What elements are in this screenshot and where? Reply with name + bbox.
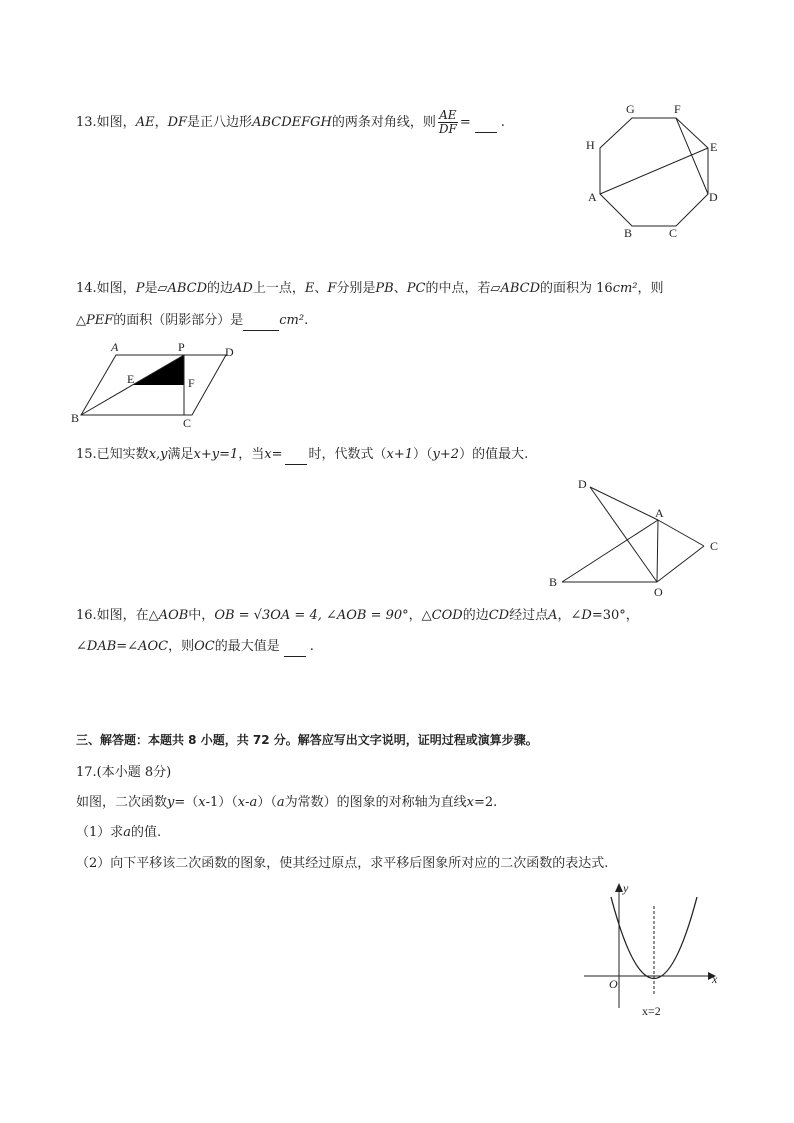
q13-text-c: 的两条对角线，则: [331, 115, 436, 130]
q14-t4: 上一点，: [252, 281, 305, 296]
q14-parallelogram-figure: [66, 338, 251, 433]
q14-var-p: P: [135, 281, 145, 296]
q17-parabola-graph: [580, 878, 730, 1023]
q13-answer-blank[interactable]: [475, 114, 497, 133]
vertex-d: D: [225, 345, 234, 359]
q16-t11: 的最大值是: [214, 639, 280, 654]
y-axis-arrow-icon: [615, 883, 623, 892]
q17-var-a2: a: [276, 795, 285, 810]
q13-prefix: 13.如图，: [76, 115, 136, 130]
q17-p1-t2: 的值.: [131, 825, 162, 840]
q14-t7: 、: [393, 281, 407, 296]
segment-ac: [658, 520, 704, 546]
q14-unit1: cm²: [612, 281, 638, 296]
x-axis-label: x: [712, 972, 718, 986]
q14-t10: ，则: [637, 281, 664, 296]
q16-t8: ∠: [76, 639, 87, 654]
q16-var-dab: DAB: [86, 639, 117, 654]
q13-var-df: DF: [167, 115, 188, 130]
q17-var-a: a: [249, 795, 258, 810]
q13-end: .: [500, 115, 505, 130]
octagon: [600, 118, 708, 226]
q16-var-oc: OC: [194, 639, 215, 654]
q16-t1: 16.如图，在△: [76, 608, 159, 623]
vertex-g: G: [626, 102, 635, 116]
vertex-o: O: [654, 585, 663, 599]
q17-p1-t1: （1）求: [76, 825, 124, 840]
q16-var-aob: AOB: [158, 608, 189, 623]
q16-condition: OB = √3OA = 4, ∠AOB = 90°: [214, 608, 409, 623]
q14-t9: 的面积为 16: [540, 281, 613, 296]
q17-stem: [76, 794, 497, 812]
q14-t3: 的边: [207, 281, 234, 296]
q17-var-y: y: [167, 795, 175, 810]
q16-t12: .: [309, 639, 314, 654]
q14-var-abcd2: ABCD: [500, 281, 540, 296]
q16-t9: =∠: [116, 639, 139, 654]
q14-var-e: E: [304, 281, 315, 296]
vertex-d: D: [709, 190, 718, 204]
vertex-f: F: [188, 376, 195, 390]
q15-text: [76, 446, 528, 465]
q13-polygon-name: ABCDEFGH: [252, 115, 332, 130]
q17-var-x3: x: [466, 795, 474, 810]
vertex-c: C: [710, 539, 719, 553]
vertex-a: A: [655, 506, 664, 520]
q15-expr2: y+2: [432, 447, 460, 462]
q16-var-a: A: [548, 608, 558, 623]
q14-var-pc: PC: [406, 281, 426, 296]
q13-var-ae: AE: [135, 115, 155, 130]
q17-title: 17.(本小题 8分): [76, 765, 172, 780]
q14-var-ad: AD: [233, 281, 253, 296]
q14-var-f: F: [327, 281, 337, 296]
q16-var-cd: CD: [488, 608, 510, 623]
q14-t2: 是▱: [144, 281, 168, 296]
q16-t10: ，则: [168, 639, 195, 654]
q16-t7: =30°，: [591, 608, 639, 623]
q17-t3: -1）（: [205, 795, 238, 810]
origin-label: O: [609, 977, 618, 991]
q17-t1: 如图，二次函数: [76, 795, 168, 810]
segment-do: [590, 487, 657, 582]
q14-answer-blank[interactable]: [243, 312, 279, 331]
q14-t1: 14.如图，: [76, 281, 136, 296]
q17-t5: ）（: [257, 795, 277, 810]
q13-fraction: [438, 109, 458, 136]
q16-line2: [76, 638, 314, 657]
q15-eq: =: [271, 447, 283, 462]
q16-var-d: D: [581, 608, 592, 623]
q16-t6: ，∠: [557, 608, 582, 623]
q15-t4: 时，代数式（: [308, 447, 387, 462]
segment-da: [590, 487, 658, 520]
vertex-b: B: [549, 575, 558, 589]
q13-frac-den: DF: [438, 122, 457, 136]
q17-t6: 为常数）的图象的对称轴为直线: [284, 795, 467, 810]
q13-octagon-figure: [580, 98, 730, 248]
q13-text: [76, 109, 505, 136]
q15-t1: 15.已知实数: [76, 447, 149, 462]
q17-p1-var-a: a: [123, 825, 132, 840]
segment-ao: [657, 520, 658, 582]
vertex-e: E: [127, 372, 135, 386]
q17-var-x2: x: [237, 795, 246, 810]
vertex-c: C: [669, 226, 678, 240]
segment-ab: [562, 520, 658, 582]
q16-t5: 经过点: [509, 608, 549, 623]
q14-line2: [76, 312, 308, 331]
q13-frac-num: AE: [439, 108, 457, 122]
vertex-d: D: [578, 477, 587, 491]
q15-answer-blank[interactable]: [285, 446, 307, 465]
q14-t5: 、: [314, 281, 328, 296]
q15-t6: ）的值最大.: [459, 447, 529, 462]
q14-t11: △: [76, 313, 86, 328]
vertex-e: E: [710, 140, 718, 154]
vertex-c: C: [183, 416, 192, 430]
symmetry-axis-label: x=2: [642, 1004, 661, 1018]
vertex-b: B: [624, 226, 633, 240]
q14-var-pef: PEF: [86, 313, 114, 328]
q17-t2: =（: [174, 795, 199, 810]
vertex-b: B: [71, 411, 80, 425]
q14-t6: 分别是: [336, 281, 376, 296]
q16-var-cod: COD: [431, 608, 463, 623]
y-axis-label: y: [623, 881, 629, 895]
q15-t2: 满足: [167, 447, 194, 462]
q17-t4: -: [245, 795, 250, 810]
q16-triangle-figure: [546, 475, 731, 600]
segment-oc: [657, 546, 704, 582]
vertex-a: A: [111, 340, 119, 354]
q13-text-b: 是正八边形: [187, 115, 253, 130]
q13-eq: =: [459, 115, 471, 130]
vertex-f: F: [674, 102, 681, 116]
q14-var-pb: PB: [375, 281, 394, 296]
q16-t3: ，△: [408, 608, 432, 623]
q17-var-x1: x: [198, 795, 206, 810]
q17-t7: =2.: [473, 795, 498, 810]
diagonal-df: [676, 118, 708, 194]
q14-line1: [76, 280, 664, 298]
q16-t4: 的边: [462, 608, 489, 623]
q15-t5: ）（: [413, 447, 433, 462]
q14-t13: .: [304, 313, 309, 328]
q15-var-xy: x,y: [148, 447, 168, 462]
q15-condition: x+y=1: [193, 447, 239, 462]
vertex-h: H: [586, 138, 595, 152]
q14-t8: 的中点，若▱: [425, 281, 501, 296]
section3-header: 三、解答题：本题共 8 小题，共 72 分。解答应写出文字说明，证明过程或演算步骤。: [76, 733, 538, 747]
q14-var-abcd: ABCD: [167, 281, 207, 296]
q16-var-aoc: AOC: [138, 639, 169, 654]
q17-part1: [76, 824, 161, 842]
vertex-a: A: [588, 190, 597, 204]
q16-t2: 中，: [188, 608, 215, 623]
q13-sep: ，: [154, 115, 168, 130]
q15-var-x: x: [264, 447, 272, 462]
q17-part2: （2）向下平移该二次函数的图象，使其经过原点，求平移后图象所对应的二次函数的表达式.: [76, 856, 609, 871]
q14-t12: 的面积（阴影部分）是: [113, 313, 244, 328]
q16-line1: [76, 607, 639, 625]
q16-answer-blank[interactable]: [284, 638, 306, 657]
q15-t3: ，当: [238, 447, 265, 462]
vertex-p: P: [178, 340, 185, 354]
q14-unit2: cm²: [279, 313, 305, 328]
q15-expr1: x+1: [386, 447, 414, 462]
